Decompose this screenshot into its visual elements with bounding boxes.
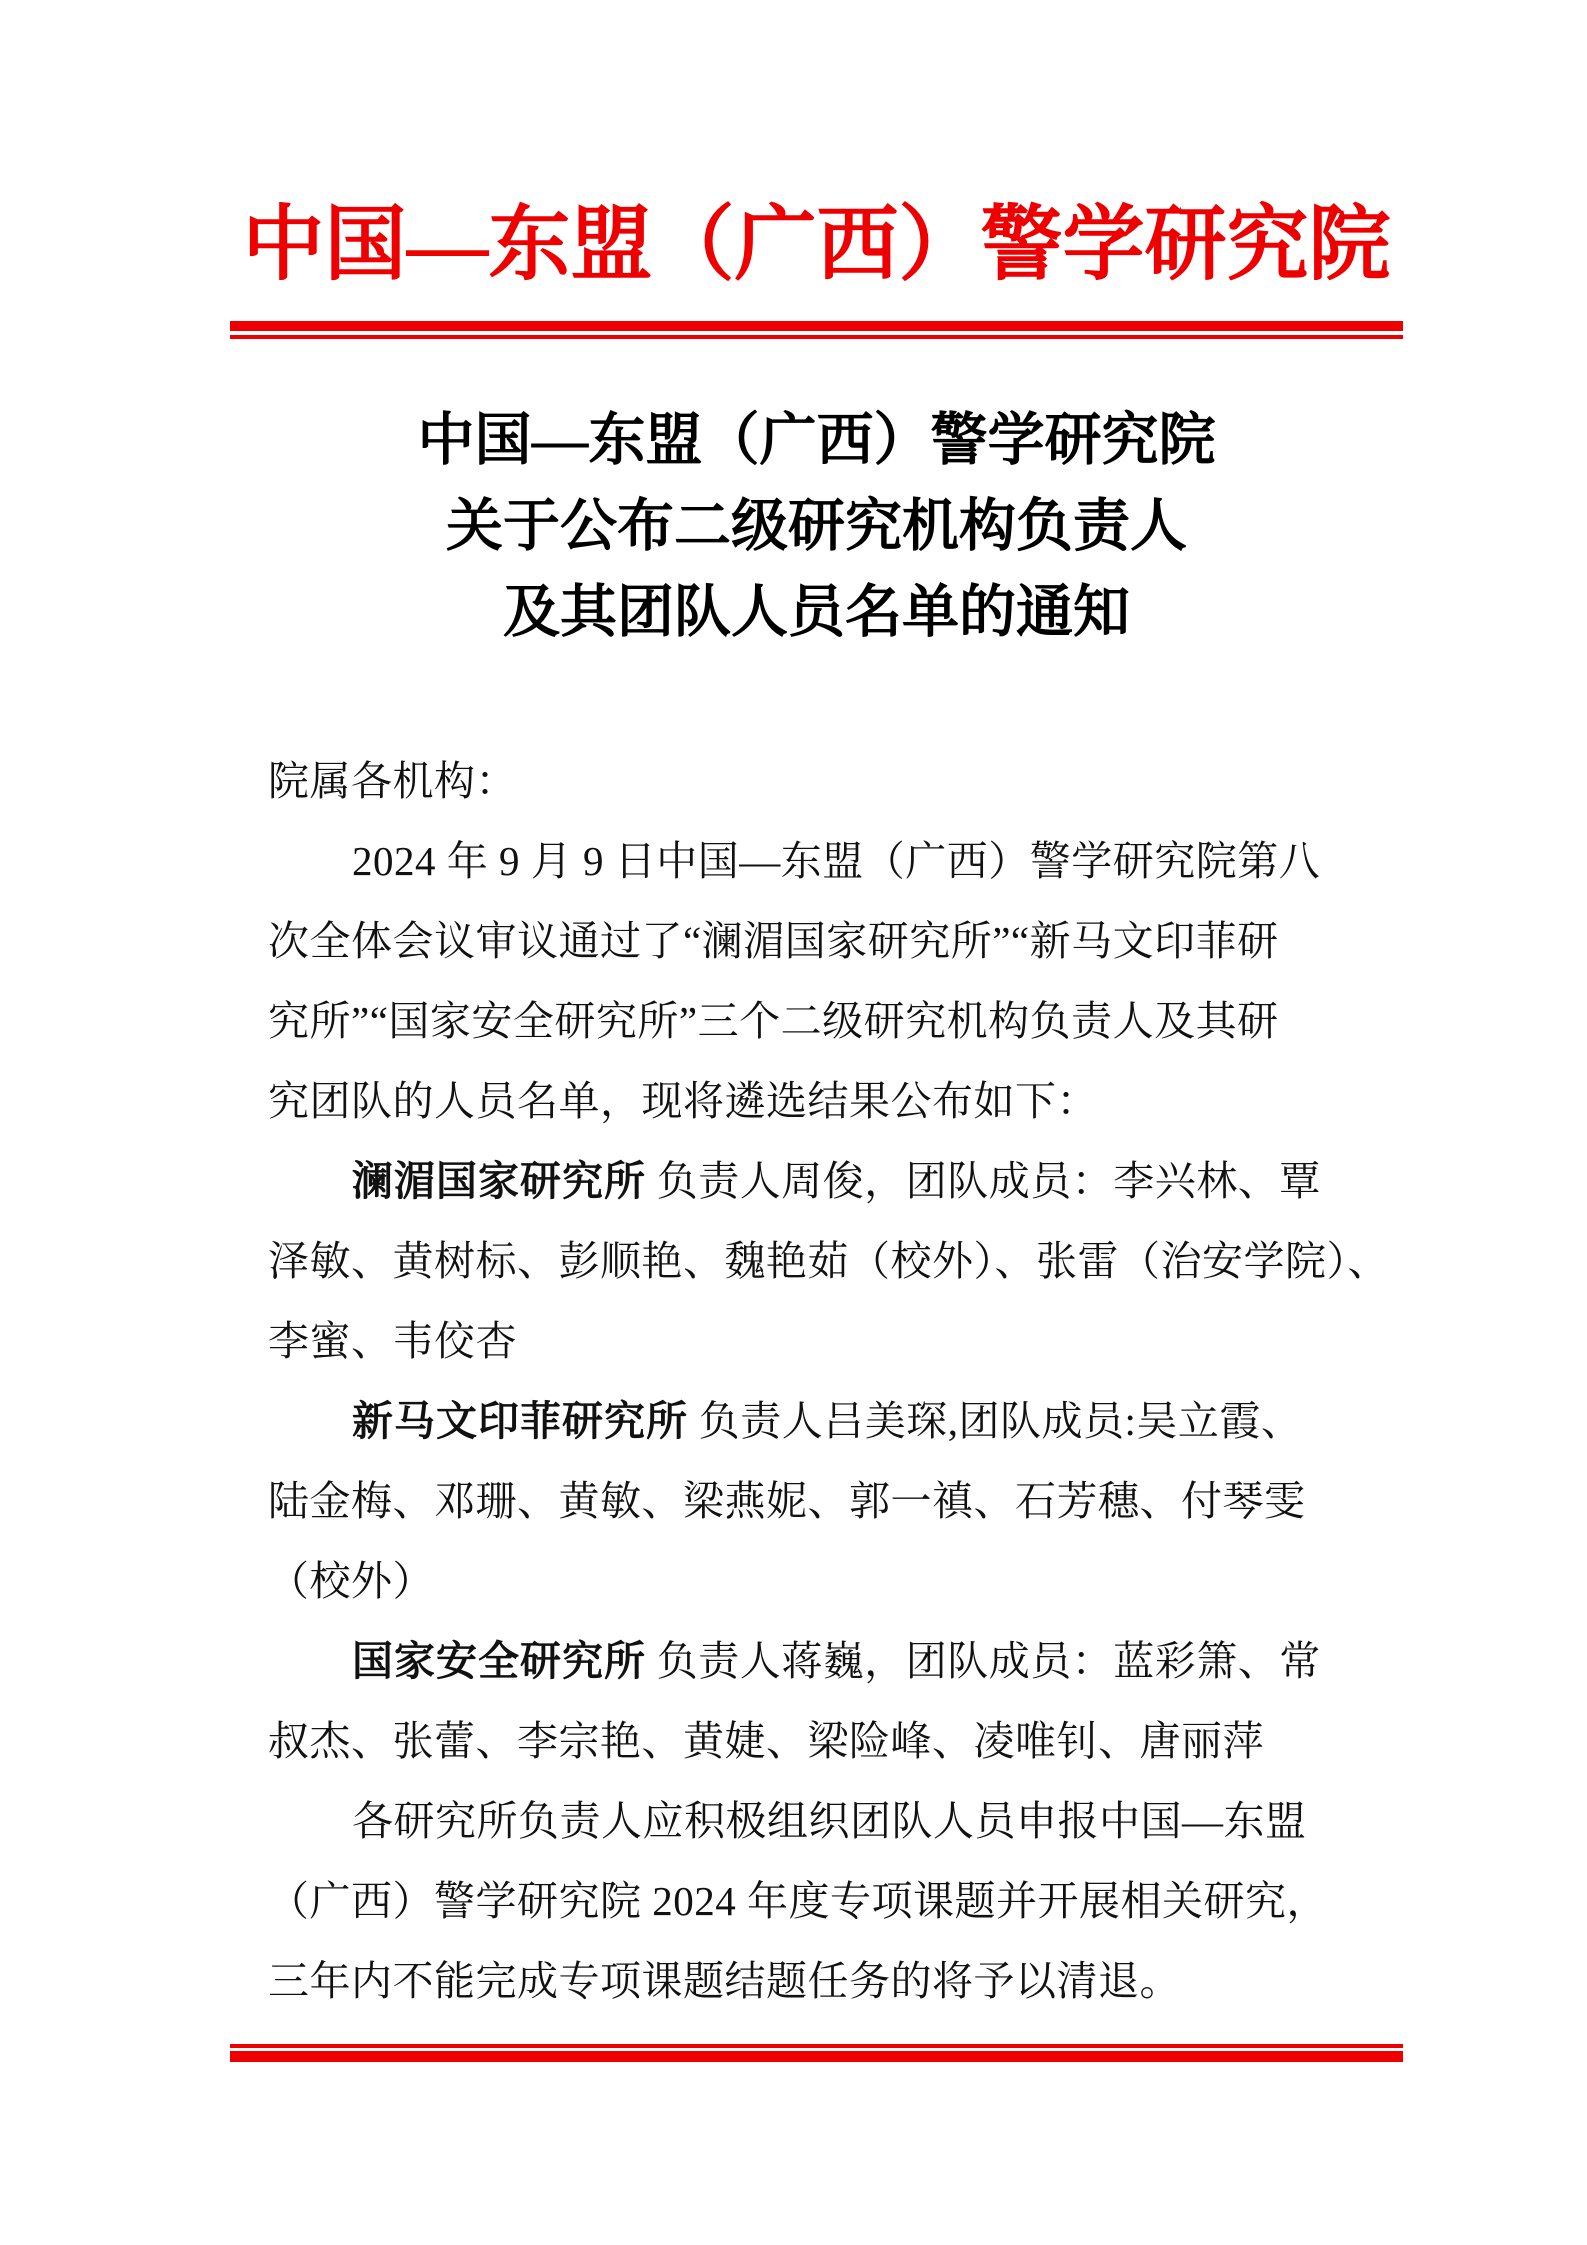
body-line-text: 负责人蒋巍，团队成员：蓝彩箫、常 [646,1638,1321,1684]
body-line: （校外） [268,1558,434,1604]
body-line: 叔杰、张蕾、李宗艳、黄婕、梁险峰、凌唯钊、唐丽萍 [268,1718,1264,1764]
institute-name-bold: 国家安全研究所 [352,1638,646,1684]
body-line: 三年内不能完成专项课题结题任务的将予以清退。 [268,1958,1181,2004]
body-line-text: 负责人吕美琛,团队成员:吴立霞、 [688,1398,1303,1444]
doc-title-line-2: 关于公布二级研究机构负责人 [446,495,1187,558]
body-line: 2024 年 9 月 9 日中国—东盟（广西）警学研究院第八 [352,838,1321,884]
body-line-institute-lanmei [268,1141,1368,1221]
letterhead-rule-thick [230,321,1403,331]
letterhead-org-name: 中国—东盟（广西）警学研究院 [242,199,1391,290]
body-line: 次全体会议审议通过了“澜湄国家研究所”“新马文印菲研 [268,918,1279,964]
body-line-institute-xinmawenyinfei [268,1381,1368,1461]
body-line: 究团队的人员名单，现将遴选结果公布如下： [268,1078,1098,1124]
body-line-institute-guojiaanquan [268,1621,1368,1701]
salutation-line: 院属各机构： [268,758,517,804]
doc-body [268,741,1389,2021]
body-line: 泽敏、黄树标、彭顺艳、魏艳茹（校外）、张雷（治安学院）、 [268,1238,1389,1284]
institute-name-bold: 澜湄国家研究所 [352,1158,646,1204]
body-line: （广西）警学研究院 2024 年度专项课题并开展相关研究， [268,1878,1328,1924]
institute-name-bold: 新马文印菲研究所 [352,1398,688,1444]
footer-rule-thick [230,2051,1403,2062]
letterhead-rule-thin [230,335,1403,339]
body-line: 陆金梅、邓珊、黄敏、梁燕妮、郭一禛、石芳穗、付琴雯 [268,1478,1306,1524]
body-line: 究所”“国家安全研究所”三个二级研究机构负责人及其研 [268,998,1279,1044]
body-line-text: 负责人周俊，团队成员：李兴林、覃 [646,1158,1321,1204]
doc-title-line-1: 中国—东盟（广西）警学研究院 [417,409,1216,472]
body-line: 各研究所负责人应积极组织团队人员申报中国—东盟 [352,1798,1307,1844]
doc-title-line-3: 及其团队人员名单的通知 [503,581,1130,644]
footer-rule-thin [230,2044,1403,2048]
body-line: 李蜜、韦佼杏 [268,1318,517,1364]
doc-title [230,398,1403,656]
